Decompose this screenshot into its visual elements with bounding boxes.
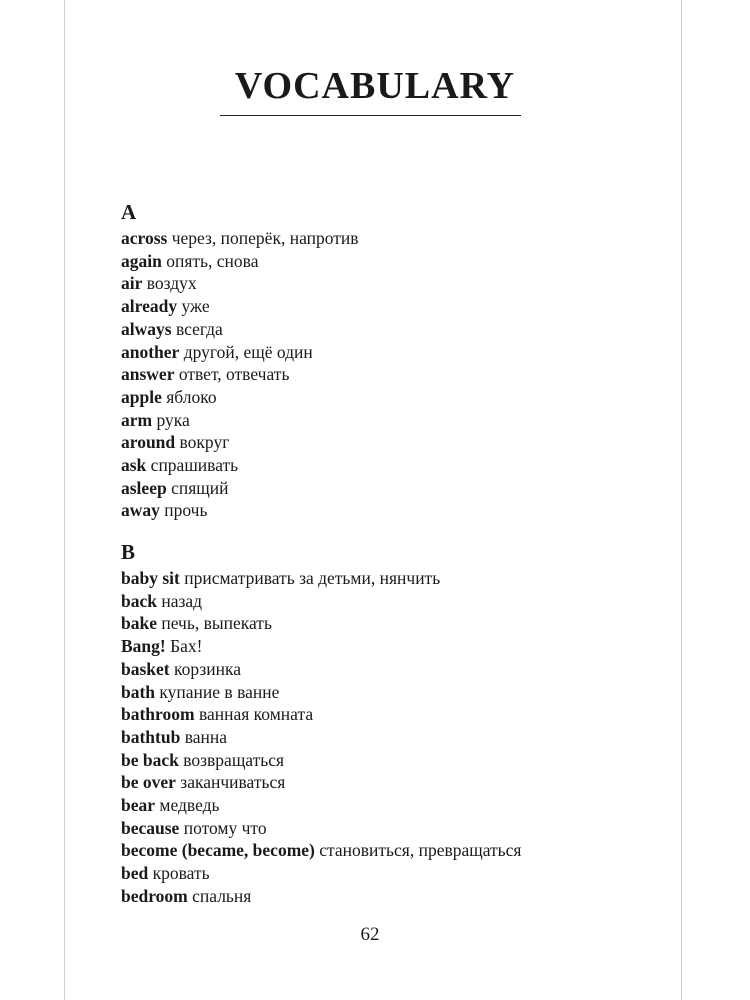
vocab-term: air bbox=[121, 273, 143, 294]
vocab-term: another bbox=[121, 341, 180, 362]
vocab-translation: ответ, отвечать bbox=[178, 364, 290, 385]
section-letter: B bbox=[121, 540, 136, 564]
vocab-translation: заканчиваться bbox=[180, 772, 286, 793]
vocab-entry bbox=[121, 363, 661, 386]
vocab-entry bbox=[121, 681, 661, 704]
vocab-entry bbox=[121, 839, 661, 862]
vocab-translation: рука bbox=[156, 409, 190, 430]
vocab-entry bbox=[121, 431, 661, 454]
vocab-term: ask bbox=[121, 455, 147, 476]
title-underline bbox=[220, 115, 521, 116]
vocab-term: baby sit bbox=[121, 568, 180, 588]
vocab-translation: ванна bbox=[184, 726, 228, 747]
vocab-translation: через, поперёк, напротив bbox=[171, 228, 359, 248]
vocab-translation: возвращаться bbox=[183, 749, 285, 770]
vocab-translation: воздух bbox=[146, 273, 197, 294]
section-letter: A bbox=[121, 200, 137, 224]
vocab-term: always bbox=[121, 318, 172, 339]
vocab-entry bbox=[121, 409, 661, 432]
vocab-entry bbox=[121, 250, 661, 273]
vocab-translation: становиться, превращаться bbox=[319, 840, 522, 861]
vocab-term: bear bbox=[121, 795, 156, 816]
vocab-term: Bang! bbox=[121, 636, 166, 657]
vocab-entry bbox=[121, 749, 661, 772]
vocab-term: again bbox=[121, 250, 162, 271]
vocab-translation: уже bbox=[181, 296, 210, 317]
vocab-translation: ванная комната bbox=[198, 704, 314, 725]
page-number: 62 bbox=[360, 924, 380, 945]
vocab-entry bbox=[121, 612, 661, 635]
vocab-translation: опять, снова bbox=[166, 250, 259, 271]
vocab-translation: Бах! bbox=[170, 636, 203, 657]
vocab-entry bbox=[121, 477, 661, 500]
vocab-entry bbox=[121, 658, 661, 681]
vocab-entry bbox=[121, 771, 661, 794]
vocab-term: asleep bbox=[121, 477, 167, 498]
vocab-term: be over bbox=[121, 772, 176, 793]
vocab-entry bbox=[121, 386, 661, 409]
vocab-entry bbox=[121, 590, 661, 613]
vocab-entry bbox=[121, 341, 661, 364]
vocab-entry bbox=[121, 885, 661, 908]
vocab-entry bbox=[121, 726, 661, 749]
vocab-term: be back bbox=[121, 749, 179, 770]
vocab-entry bbox=[121, 862, 661, 885]
vocab-entry bbox=[121, 635, 661, 658]
vocab-term: because bbox=[121, 817, 180, 838]
vocab-term: basket bbox=[121, 658, 170, 679]
vocab-translation: прочь bbox=[164, 500, 208, 521]
vocab-translation: кровать bbox=[152, 863, 210, 884]
vocab-translation: всегда bbox=[175, 318, 223, 339]
vocab-term: bedroom bbox=[121, 885, 188, 906]
entry-list bbox=[121, 567, 661, 908]
vocab-term: across bbox=[121, 228, 168, 248]
vocab-term: bath bbox=[121, 681, 156, 702]
vocab-translation: спальня bbox=[192, 885, 252, 906]
vocab-translation: присматривать за детьми, нянчить bbox=[184, 568, 441, 588]
vocab-term: arm bbox=[121, 409, 153, 430]
vocab-term: already bbox=[121, 296, 178, 317]
vocab-term: become (became, become) bbox=[121, 840, 315, 861]
vocab-term: back bbox=[121, 590, 157, 611]
vocab-entry bbox=[121, 817, 661, 840]
vocab-term: around bbox=[121, 432, 176, 453]
vocab-translation: спящий bbox=[171, 477, 229, 498]
vocab-translation: яблоко bbox=[166, 386, 217, 407]
vocab-entry bbox=[121, 318, 661, 341]
vocab-translation: печь, выпекать bbox=[161, 613, 272, 634]
vocab-term: bathtub bbox=[121, 726, 181, 747]
vocab-translation: потому что bbox=[183, 817, 267, 838]
vocab-entry bbox=[121, 227, 661, 250]
vocab-term: bed bbox=[121, 863, 149, 884]
page-title: VOCABULARY bbox=[234, 65, 516, 107]
vocab-translation: спрашивать bbox=[150, 455, 239, 476]
vocab-translation: другой, ещё один bbox=[183, 341, 313, 362]
vocab-term: answer bbox=[121, 364, 175, 385]
vocab-entry bbox=[121, 295, 661, 318]
vocab-term: away bbox=[121, 500, 160, 521]
vocab-entry bbox=[121, 567, 661, 590]
vocab-translation: корзинка bbox=[174, 658, 241, 679]
vocab-term: apple bbox=[121, 386, 162, 407]
vocab-entry bbox=[121, 499, 661, 522]
section-b bbox=[121, 538, 661, 908]
entry-list bbox=[121, 227, 661, 522]
vocab-translation: назад bbox=[161, 590, 203, 611]
vocab-entry bbox=[121, 794, 661, 817]
vocab-term: bathroom bbox=[121, 704, 195, 725]
section-a bbox=[121, 198, 661, 522]
vocab-entry bbox=[121, 454, 661, 477]
vocab-translation: вокруг bbox=[179, 432, 230, 453]
vocab-translation: купание в ванне bbox=[159, 681, 280, 702]
vocab-entry bbox=[121, 703, 661, 726]
vocab-term: bake bbox=[121, 613, 157, 634]
vocab-translation: медведь bbox=[159, 795, 220, 816]
vocab-entry bbox=[121, 272, 661, 295]
